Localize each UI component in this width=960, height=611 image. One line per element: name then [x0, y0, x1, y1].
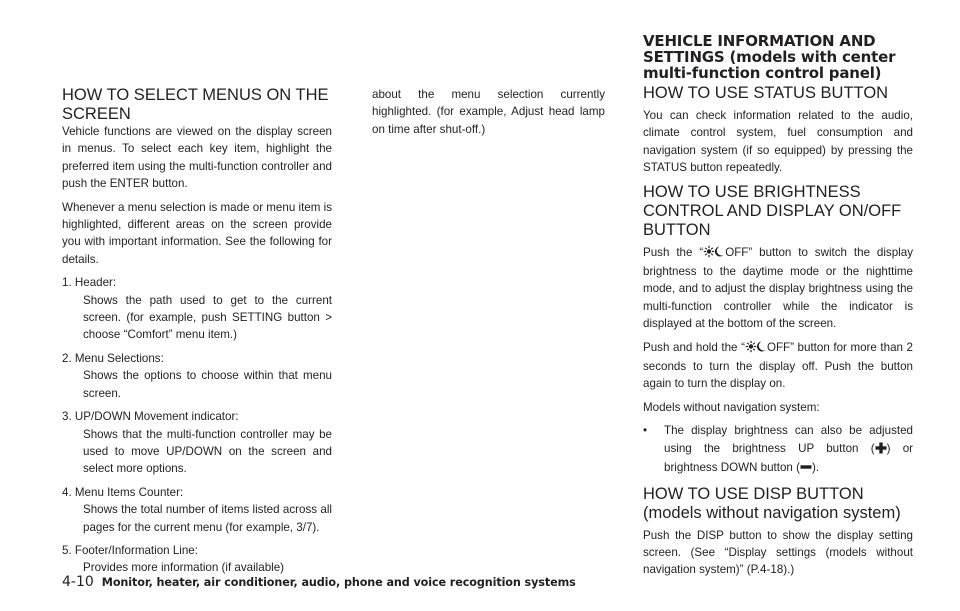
- disp-button-paragraph: Push the DISP button to show the display setting screen. (See “Display settings (models without navigation system)” (P.4-18).): [643, 528, 913, 577]
- list-item-title: 3. UP/DOWN Movement indicator:: [62, 410, 239, 424]
- list-item-description: Shows that the multi-function controller may be used to move UP/DOWN on the screen and select more options.: [83, 427, 332, 476]
- disp-button-heading: HOW TO USE DISP BUTTON (models without navigation system): [643, 484, 901, 522]
- continued-paragraph: about the menu selection currently highlighted. (for example, Adjust head lamp on time after shut-off.): [372, 88, 605, 136]
- list-item-title: 4. Menu Items Counter:: [62, 485, 184, 499]
- status-button-heading: HOW TO USE STATUS BUTTON: [643, 84, 889, 102]
- bullet-text-middle: ) or brightness DOWN button (: [664, 441, 913, 475]
- list-item-title: 1. Header:: [62, 276, 117, 290]
- page-number: 4-10: [62, 574, 94, 590]
- plus-icon: [875, 442, 887, 459]
- select-menus-paragraph-2: Whenever a menu selection is made or menu item is highlighted, different areas on the screen provide you with important information. See the following for details.: [62, 200, 332, 266]
- list-item-description: Shows the options to choose within that menu screen.: [83, 369, 332, 400]
- brightness-paragraph-1: [643, 244, 913, 333]
- sun-moon-icon: [703, 245, 725, 263]
- bullet-text-prefix: The display brightness can also be adjusted using the brightness UP button (: [664, 424, 913, 455]
- list-item-description: Provides more information (if available): [83, 561, 285, 575]
- list-item-description: Shows the path used to get to the current screen. (for example, push SETTING button > choose “Comfort” menu item.): [83, 293, 332, 342]
- brightness-control-heading: HOW TO USE BRIGHTNESS CONTROL AND DISPLAY ON/OFF BUTTON: [643, 182, 902, 239]
- brightness-text-prefix: Push the “: [643, 245, 704, 259]
- vehicle-info-heading: VEHICLE INFORMATION AND SETTINGS (models with center multi-function control panel): [643, 32, 896, 82]
- list-item-title: 2. Menu Selections:: [62, 351, 164, 365]
- status-button-paragraph: You can check information related to the audio, climate control system, fuel consumption and navigation system (if so equipped) by pressing the STATUS button repeatedly.: [643, 109, 913, 175]
- minus-icon: [800, 461, 812, 478]
- models-without-navigation-label: Models without navigation system:: [643, 400, 820, 414]
- page-footer: [62, 571, 942, 589]
- brightness-text-suffix: OFF” button to switch the display brightness to the daytime mode or the nighttime mode, and to adjust the display brightness using the multi-function controller while the indicator is displayed at the bottom of the screen.: [643, 245, 913, 331]
- hold-text-suffix: OFF” button for more than 2 seconds to turn the display off. Push the button again to turn the display on.: [643, 340, 913, 391]
- screen-areas-list: [62, 274, 332, 577]
- hold-text-prefix: Push and hold the “: [643, 340, 745, 354]
- brightness-bullet-item: [643, 422, 913, 478]
- list-item-description: Shows the total number of items listed across all pages for the current menu (for example, 3/7).: [83, 503, 332, 534]
- select-menus-heading: HOW TO SELECT MENUS ON THE SCREEN: [62, 86, 329, 123]
- bullet-marker: •: [643, 424, 648, 438]
- brightness-paragraph-2: [643, 339, 913, 393]
- list-item-title: 5. Footer/Information Line:: [62, 543, 198, 557]
- select-menus-paragraph-1: Vehicle functions are viewed on the display screen in menus. To select each key item, highlight the preferred item using the multi-function controller and push the ENTER button.: [62, 125, 332, 191]
- chapter-title: Monitor, heater, air conditioner, audio, phone and voice recognition systems: [101, 576, 576, 589]
- sun-moon-icon: [745, 340, 767, 358]
- bullet-text-end: ).: [811, 461, 820, 475]
